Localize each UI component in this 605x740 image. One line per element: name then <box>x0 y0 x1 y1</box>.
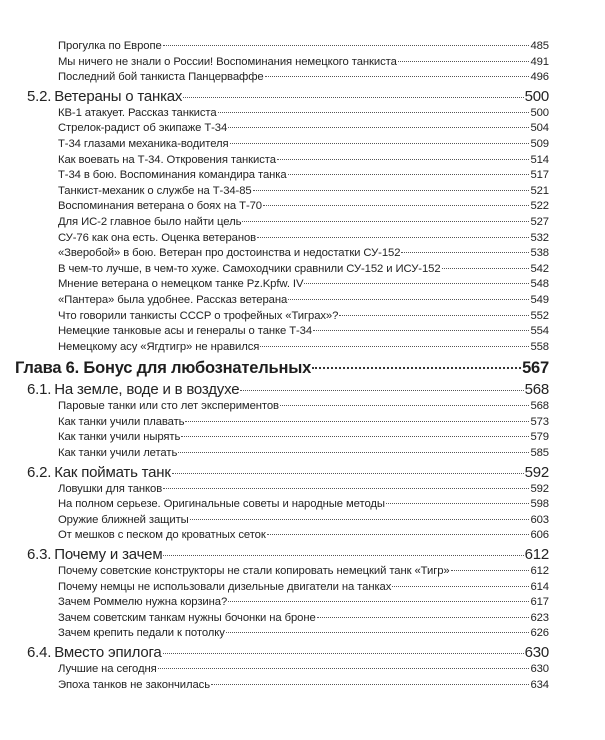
section-title: На земле, воде и в воздухе <box>54 381 240 399</box>
dot-leader <box>230 143 530 144</box>
section-page: 568 <box>524 381 549 399</box>
dot-leader <box>163 653 524 654</box>
entry-page: 630 <box>530 663 549 675</box>
toc-entry[interactable] <box>58 262 549 278</box>
entry-title: Лучшие на сегодня <box>58 663 157 675</box>
section-title: Вместо эпилога <box>54 644 162 661</box>
entry-page: 614 <box>530 580 549 593</box>
dot-leader <box>218 112 530 113</box>
dot-leader <box>228 601 529 602</box>
entry-title: Танкист-механик о службе на Т-34-85 <box>58 184 252 197</box>
entry-title: Как танки учили плавать <box>58 415 185 428</box>
entry-title: Последний бой танкиста Панцерваффе <box>58 71 264 84</box>
entry-title: Т-34 в бою. Воспоминания командира танка <box>58 169 287 182</box>
entry-title: Оружие ближней защиты <box>58 513 189 526</box>
dot-leader <box>313 330 529 331</box>
entry-page: 634 <box>530 678 549 691</box>
toc-entry[interactable] <box>58 580 549 596</box>
entry-page: 606 <box>530 529 549 542</box>
toc-entry[interactable] <box>58 678 549 694</box>
dot-leader <box>181 436 529 437</box>
section-number: 6.1. <box>27 381 52 399</box>
dot-leader <box>312 367 521 369</box>
toc-section-6-3[interactable] <box>27 544 549 564</box>
toc-entry[interactable] <box>58 277 549 293</box>
entry-page: 585 <box>530 447 549 460</box>
toc-entry[interactable] <box>58 293 549 309</box>
entry-page: 623 <box>530 611 549 624</box>
entry-title: КВ-1 атакует. Рассказ танкиста <box>58 106 217 119</box>
dot-leader <box>386 503 530 504</box>
dot-leader <box>392 586 529 587</box>
toc-entry[interactable] <box>58 199 549 215</box>
dot-leader <box>163 555 523 556</box>
entry-title: Воспоминания ветерана о боях на Т-70 <box>58 200 262 213</box>
entry-page: 496 <box>530 71 549 84</box>
toc-entry[interactable] <box>58 309 549 325</box>
dot-leader <box>190 519 530 520</box>
dot-leader <box>267 534 530 535</box>
section-page: 612 <box>524 546 549 564</box>
toc-entry[interactable] <box>58 340 549 356</box>
entry-title: Эпоха танков не закончилась <box>58 678 211 691</box>
entry-title: Немецкому асу «Ягдтигр» не нравился <box>58 340 260 353</box>
dot-leader <box>226 632 530 633</box>
dot-leader <box>339 315 529 316</box>
entry-title: Мнение ветерана о немецком танке Pz.Kpfw. IV <box>58 278 304 291</box>
toc-entry[interactable] <box>58 662 549 678</box>
table-of-contents <box>0 39 605 693</box>
section-page: 592 <box>524 463 549 481</box>
entry-page: 592 <box>530 482 549 495</box>
dot-leader <box>242 221 529 222</box>
toc-entry[interactable] <box>58 168 549 184</box>
entry-page: 514 <box>530 153 549 166</box>
entry-page: 558 <box>530 340 549 353</box>
toc-entry[interactable] <box>58 595 549 611</box>
toc-entry[interactable] <box>58 497 549 513</box>
toc-entry[interactable] <box>58 482 549 498</box>
dot-leader <box>288 299 529 300</box>
entry-page: 522 <box>530 200 549 213</box>
entry-title: Т-34 глазами механика-водителя <box>58 137 229 150</box>
entry-page: 549 <box>530 293 549 306</box>
entry-title: Что говорили танкисты СССР о трофейных «Тиграх»? <box>58 309 339 322</box>
dot-leader <box>178 452 529 453</box>
section-number: 5.2. <box>27 87 52 105</box>
entry-title: На полном серьезе. Оригинальные советы и народные методы <box>58 498 385 511</box>
entry-page: 626 <box>530 627 549 640</box>
entry-title: Зачем Роммелю нужна корзина? <box>58 596 228 609</box>
dot-leader <box>158 668 530 669</box>
entry-title: Немецкие танковые асы и генералы о танке Т-34 <box>58 325 313 338</box>
toc-entry[interactable] <box>58 153 549 169</box>
entry-title: Как танки учили летать <box>58 447 178 460</box>
section-number: 6.2. <box>27 463 52 481</box>
toc-entry[interactable] <box>58 184 549 200</box>
section-title: Как поймать танк <box>54 463 171 481</box>
dot-leader <box>211 684 529 685</box>
toc-entry[interactable] <box>58 55 549 71</box>
toc-entry[interactable] <box>58 626 549 642</box>
toc-entry[interactable] <box>58 39 549 55</box>
dot-leader <box>288 174 530 175</box>
entry-title: Паровые танки или сто лет экспериментов <box>58 400 279 413</box>
dot-leader <box>442 268 530 269</box>
entry-page: 527 <box>530 215 549 228</box>
toc-entry[interactable] <box>58 399 549 415</box>
toc-entry[interactable] <box>58 231 549 247</box>
entry-title: «Пантера» была удобнее. Рассказ ветерана <box>58 293 288 306</box>
toc-entry[interactable] <box>58 246 549 262</box>
chapter-page: 567 <box>522 359 549 378</box>
entry-page: 598 <box>530 498 549 511</box>
toc-entry[interactable] <box>58 121 549 137</box>
entry-page: 579 <box>530 431 549 444</box>
dot-leader <box>172 473 524 474</box>
dot-leader <box>265 76 530 77</box>
toc-section-6-2[interactable] <box>27 462 549 482</box>
toc-section-6-4[interactable] <box>27 642 549 662</box>
entry-title: Мы ничего не знали о России! Воспоминания немецкого танкиста <box>58 55 397 68</box>
entry-page: 548 <box>530 278 549 291</box>
dot-leader <box>451 570 530 571</box>
dot-leader <box>257 237 529 238</box>
dot-leader <box>263 205 529 206</box>
entry-title: В чем-то лучше, в чем-то хуже. Самоходчики сравнили СУ-152 и ИСУ-152 <box>58 262 441 275</box>
entry-page: 542 <box>530 262 549 275</box>
dot-leader <box>240 390 523 391</box>
entry-page: 552 <box>530 309 549 322</box>
dot-leader <box>185 421 529 422</box>
dot-leader <box>277 159 530 160</box>
entry-title: Как воевать на Т-34. Откровения танкиста <box>58 153 276 166</box>
dot-leader <box>280 405 529 406</box>
toc-entry[interactable] <box>58 215 549 231</box>
section-page: 500 <box>524 87 549 105</box>
entry-title: Зачем советским танкам нужны бочонки на броне <box>58 611 316 624</box>
entry-page: 532 <box>530 231 549 244</box>
toc-chapter-6[interactable] <box>15 355 549 379</box>
entry-title: Почему советские конструкторы не стали копировать немецкий танк «Тигр» <box>58 565 450 578</box>
entry-page: 617 <box>530 596 549 609</box>
toc-entry[interactable] <box>58 137 549 153</box>
entry-page: 509 <box>530 137 549 150</box>
toc-section-5-2[interactable] <box>27 86 549 106</box>
entry-title: Зачем крепить педали к потолку <box>58 627 225 640</box>
toc-entry[interactable] <box>58 564 549 580</box>
entry-title: СУ-76 как она есть. Оценка ветеранов <box>58 231 257 244</box>
dot-leader <box>183 97 523 98</box>
toc-entry[interactable] <box>58 70 549 86</box>
toc-entry[interactable] <box>58 611 549 627</box>
entry-page: 504 <box>530 122 549 135</box>
section-page: 630 <box>524 644 549 661</box>
toc-entry[interactable] <box>58 106 549 122</box>
entry-page: 517 <box>530 169 549 182</box>
entry-page: 500 <box>530 106 549 119</box>
entry-page: 612 <box>530 565 549 578</box>
toc-section-6-1[interactable] <box>27 379 549 399</box>
entry-page: 538 <box>530 247 549 260</box>
entry-title: «Зверобой» в бою. Ветеран про достоинства и недостатки СУ-152 <box>58 247 401 260</box>
entry-title: Для ИС-2 главное было найти цель <box>58 215 242 228</box>
entry-page: 485 <box>530 40 549 52</box>
entry-title: От мешков с песком до кроватных сеток <box>58 529 266 542</box>
section-number: 6.3. <box>27 546 52 564</box>
entry-title: Как танки учили нырять <box>58 431 181 444</box>
entry-title: Почему немцы не использовали дизельные двигатели на танках <box>58 580 392 593</box>
section-title: Ветераны о танках <box>54 87 183 105</box>
section-number: 6.4. <box>27 644 52 661</box>
entry-page: 573 <box>530 415 549 428</box>
toc-entry[interactable] <box>58 415 549 431</box>
entry-page: 554 <box>530 325 549 338</box>
entry-title: Ловушки для танков <box>58 482 163 495</box>
dot-leader <box>401 252 529 253</box>
section-title: Почему и зачем <box>54 546 163 564</box>
entry-title: Стрелок-радист об экипаже Т-34 <box>58 122 228 135</box>
entry-page: 521 <box>530 184 549 197</box>
dot-leader <box>253 190 530 191</box>
entry-page: 603 <box>530 513 549 526</box>
dot-leader <box>163 45 530 46</box>
dot-leader <box>398 61 530 62</box>
toc-entry[interactable] <box>58 430 549 446</box>
dot-leader <box>317 617 530 618</box>
dot-leader <box>163 488 529 489</box>
entry-title: Прогулка по Европе <box>58 40 162 52</box>
toc-entry[interactable] <box>58 513 549 529</box>
dot-leader <box>260 346 529 347</box>
dot-leader <box>228 127 529 128</box>
entry-page: 491 <box>530 55 549 68</box>
toc-entry[interactable] <box>58 446 549 462</box>
chapter-title: Глава 6. Бонус для любознательных <box>15 359 312 378</box>
dot-leader <box>304 283 529 284</box>
toc-entry[interactable] <box>58 528 549 544</box>
toc-entry[interactable] <box>58 324 549 340</box>
entry-page: 568 <box>530 400 549 413</box>
